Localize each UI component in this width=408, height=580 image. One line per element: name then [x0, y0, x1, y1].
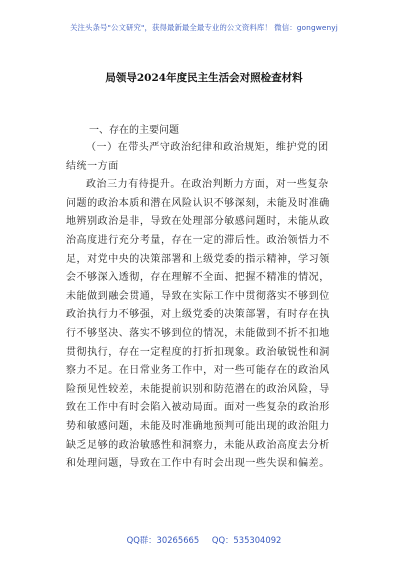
footer-contact	[0, 534, 408, 546]
body-line: 未能做到融会贯通，导致在实际工作中贯彻落实不够到位	[66, 290, 330, 302]
body-line: 缺乏足够的政治敏感性和洞察力，未能从政治高度去分析	[66, 439, 330, 451]
body-line: 势和敏感问题，未能及时准确地预判可能出现的政治阻力	[66, 420, 330, 432]
footer-qq-group: QQ群：30265665	[126, 535, 200, 545]
body-line: 会不够深入透彻，存在理解不全面、把握不精准的情况，	[66, 272, 330, 284]
body-line: 行不够坚决、落实不够到位的情况，未能做到不折不扣地	[66, 327, 330, 339]
body-line: 结统一方面	[66, 160, 119, 172]
section-heading: 一、存在的主要问题	[89, 125, 179, 136]
body-line: 险预见性较差，未能提前识别和防范潜在的政治风险，导	[66, 383, 330, 395]
body-line: 地辨别政治是非，导致在处理部分敏感问题时，未能从政	[66, 216, 330, 228]
footer-qq-number: QQ：535304092	[211, 535, 282, 545]
body-line: （一）在带头严守政治纪律和政治规矩，维护党的团	[86, 142, 329, 153]
body-line: 致在工作中有时会陷入被动局面。面对一些复杂的政治形	[66, 402, 330, 414]
body-line: 足，对党中央的决策部署和上级党委的指示精神，学习领	[66, 253, 330, 265]
body-line: 察力不足。在日常业务工作中，对一些可能存在的政治风	[66, 365, 330, 377]
body-line: 贯彻执行，存在一定程度的打折扣现象。政治敏锐性和洞	[66, 346, 330, 358]
document-title: 局领导2024年度民主生活会对照检查材料	[105, 72, 303, 84]
body-line: 政治三力有待提升。在政治判断力方面，对一些复杂	[86, 179, 329, 191]
body-line: 和处理问题，导致在工作中有时会出现一些失误和偏差。	[66, 458, 330, 470]
body-line: 政治执行力不够强，对上级党委的决策部署，有时存在执	[66, 309, 330, 321]
document-body	[66, 139, 358, 474]
header-promo-text: 关注头条号"公文研究"，获得最新最全最专业的公文资料库！ 微信：gongwenyj	[70, 23, 338, 32]
body-line: 治高度进行充分考量，存在一定的滞后性。政治领悟力不	[66, 234, 330, 246]
body-line: 问题的政治本质和潜在风险认识不够深刻，未能及时准确	[66, 197, 330, 209]
